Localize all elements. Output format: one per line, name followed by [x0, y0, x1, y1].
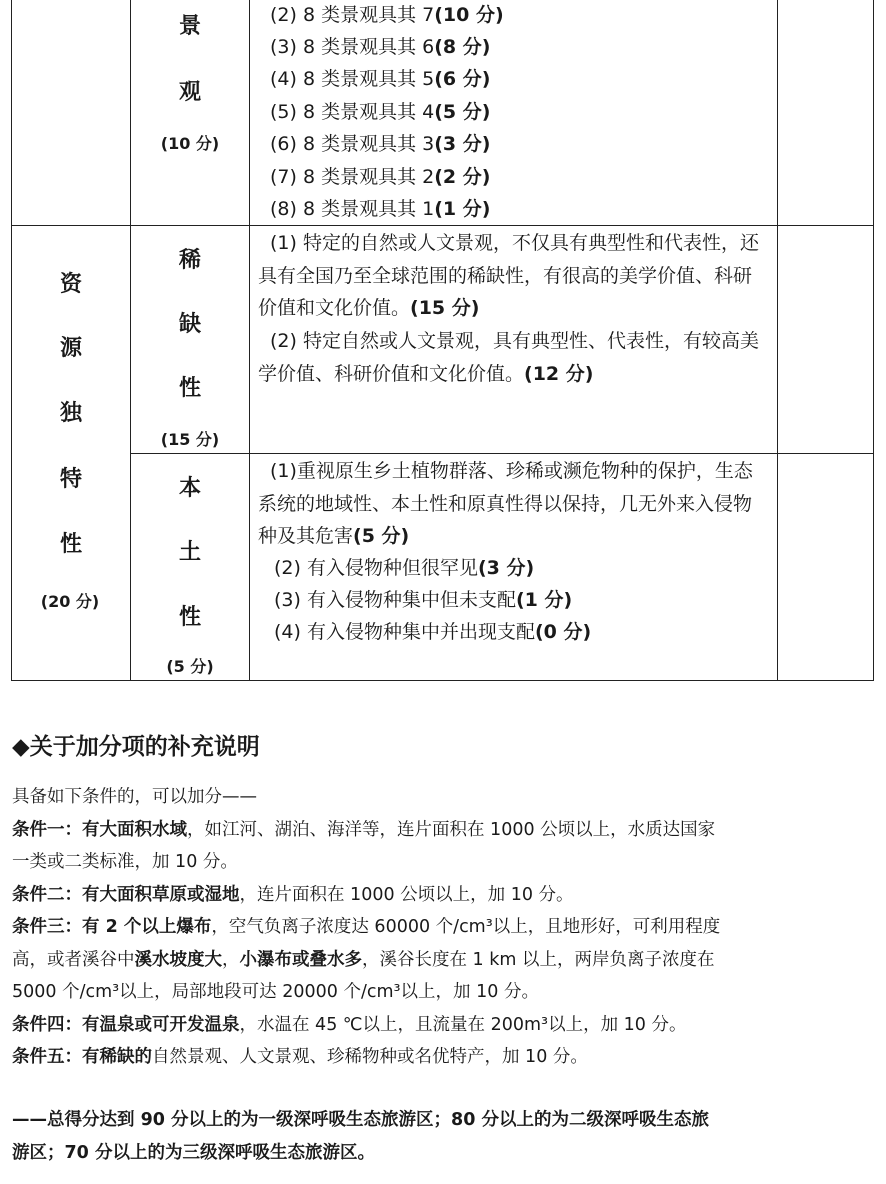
- summary-line: ——总得分达到 90 分以上的为一级深呼吸生态旅游区；80 分以上的为二级深呼吸生态旅: [12, 1110, 709, 1130]
- list-item: (3) 有入侵物种集中但未支配(1 分): [274, 589, 573, 611]
- condition-3-cont: 5000 个/cm³以上，局部地段可达 20000 个/cm³以上，加 10 分。: [12, 982, 539, 1002]
- list-item: (3) 8 类景观具其 6(8 分): [270, 36, 491, 58]
- category-char: 独: [59, 401, 82, 426]
- table-divider: [249, 0, 250, 680]
- list-item: (2) 有入侵物种但很罕见(3 分): [274, 557, 535, 579]
- list-item: (1)重视原生乡土植物群落、珍稀或濒危物种的保护，生态系统的地域性、本土性和原真性得以保持，几无外来入侵物种及其危害(5 分): [258, 460, 753, 547]
- bonus-notes: [12, 781, 880, 1074]
- list-item: (5) 8 类景观具其 4(5 分): [270, 101, 491, 123]
- subcategory-score: (5 分): [166, 657, 214, 676]
- list-item: (2) 8 类景观具其 7(10 分): [270, 4, 504, 26]
- list-item: (1) 特定的自然或人文景观，不仅具有典型性和代表性，还具有全国乃至全球范围的稀缺性，有很高的美学价值、科研价值和文化价值。(15 分): [258, 232, 759, 319]
- list-item: (6) 8 类景观具其 3(3 分): [270, 133, 491, 155]
- table-divider: [12, 225, 873, 226]
- summary-line: 游区；70 分以上的为三级深呼吸生态旅游区。: [12, 1142, 375, 1163]
- subcategory-char: 本: [178, 476, 201, 501]
- table-divider: [777, 0, 778, 680]
- list-item: (2) 特定自然或人文景观，具有典型性、代表性，有较高美学价值、科研价值和文化价值。(12 分): [258, 330, 759, 385]
- table-divider: [130, 453, 873, 454]
- list-item: (4) 8 类景观具其 5(6 分): [270, 68, 491, 90]
- list-item: (7) 8 类景观具其 2(2 分): [270, 166, 491, 188]
- condition-2: 条件二：有大面积草原或湿地，连片面积在 1000 公顷以上，加 10 分。: [12, 884, 574, 905]
- subcategory-char: 景: [178, 14, 201, 39]
- subcategory-char: 观: [178, 80, 201, 105]
- condition-1: 条件一：有大面积水域，如江河、湖泊、海洋等，连片面积在 1000 公顷以上，水质达国家: [12, 819, 716, 840]
- condition-3-cont: 高，或者溪谷中溪水坡度大，小瀑布或叠水多，溪谷长度在 1 km 以上，两岸负离子浓度在: [12, 949, 715, 970]
- condition-1-cont: 一类或二类标准，加 10 分。: [12, 852, 238, 872]
- subcategory-score: (10 分): [160, 134, 220, 153]
- list-item: (4) 有入侵物种集中并出现支配(0 分): [274, 621, 592, 643]
- category-char: 资: [59, 272, 82, 297]
- subcategory-char: 稀: [178, 248, 201, 273]
- subcategory-char: 缺: [178, 312, 201, 337]
- condition-3: 条件三：有 2 个以上爆布，空气负离子浓度达 60000 个/cm³以上，且地形好，可利用程度: [12, 917, 721, 937]
- subcategory-char: 土: [178, 540, 201, 565]
- subcategory-char: 性: [178, 605, 201, 630]
- category-score: (20 分): [40, 592, 100, 611]
- condition-5: 条件五：有稀缺的自然景观、人文景观、珍稀物种或名优特产，加 10 分。: [12, 1047, 588, 1067]
- condition-4: 条件四：有温泉或可开发温泉，水温在 45 ℃以上，且流量在 200m³以上，加 10 分。: [12, 1014, 687, 1035]
- table-divider: [130, 0, 131, 680]
- list-item: (8) 8 类景观具其 1(1 分): [270, 198, 491, 220]
- notes-intro: 具备如下条件的，可以加分——: [12, 787, 257, 807]
- section-heading: ◆关于加分项的补充说明: [12, 734, 260, 760]
- category-char: 性: [59, 532, 82, 557]
- category-char: 特: [59, 467, 82, 492]
- scoring-table: [11, 0, 874, 681]
- summary: [12, 1104, 880, 1169]
- subcategory-char: 性: [178, 376, 201, 401]
- subcategory-score: (15 分): [160, 430, 220, 449]
- category-char: 源: [59, 336, 82, 361]
